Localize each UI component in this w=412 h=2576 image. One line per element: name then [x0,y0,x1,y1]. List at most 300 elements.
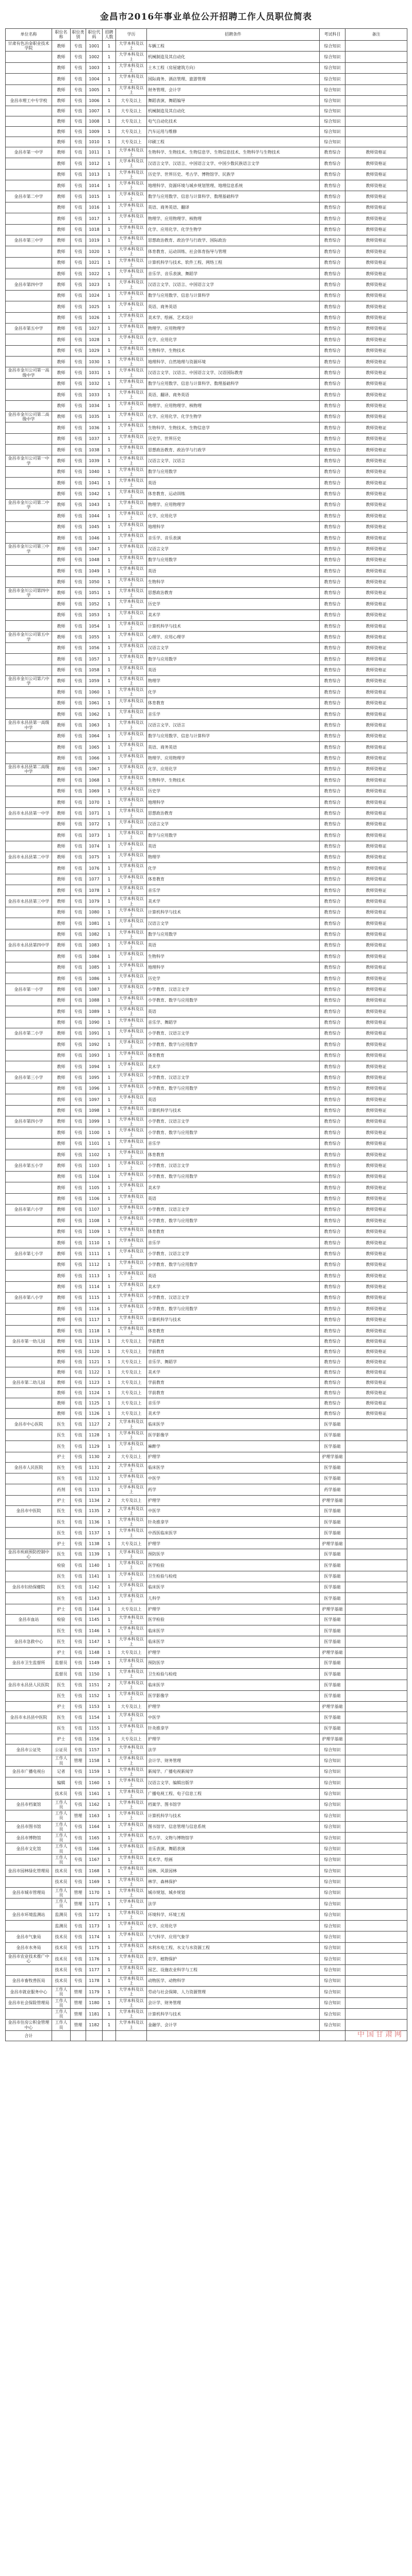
cell-post: 教师 [52,687,71,698]
cell-post: 记者 [52,1766,71,1777]
cell-note: 教师资格证 [345,1292,407,1303]
cell-type: 专技 [71,1441,86,1452]
cell-edu: 大学本科及以上 [116,1149,147,1160]
cell-note [345,1549,407,1560]
cell-major: 化学、应用化学 [147,1921,320,1931]
cell-major: 汉语言文学、汉语言、中国语言文学 [147,279,320,290]
table-row [6,1378,407,1388]
cell-code: 1070 [86,797,103,808]
cell-note [345,116,407,126]
cell-note [345,95,407,106]
cell-count: 1 [103,973,116,984]
cell-note [345,1538,407,1549]
cell-type: 专技 [71,1160,86,1171]
cell-post: 教师 [52,1270,71,1281]
cell-code: 1090 [86,1017,103,1028]
cell-code: 1038 [86,445,103,455]
cell-note: 教师资格证 [345,1116,407,1127]
cell-edu: 大学本科及以上 [116,323,147,334]
cell-exam: 综合知识 [320,74,345,84]
cell-unit: 金昌市第五中学 [6,323,52,334]
cell-major: 中医学 [147,1505,320,1516]
cell-type: 专技 [71,1680,86,1690]
cell-count: 1 [103,599,116,609]
cell-edu: 大学本科及以上 [116,1636,147,1647]
table-row [6,1160,407,1171]
cell-note: 教师资格证 [345,566,407,577]
cell-exam: 教育综合 [320,687,345,698]
cell-exam: 教育综合 [320,1270,345,1281]
table-row [6,1248,407,1259]
cell-major: 化学、应用化学 [147,334,320,345]
cell-code: 1159 [86,1766,103,1777]
cell-count: 1 [103,731,116,741]
cell-post: 教师 [52,621,71,632]
cell-note: 教师资格证 [345,984,407,995]
cell-code: 1058 [86,665,103,675]
cell-edu: 大学本科及以上 [116,1549,147,1560]
table-row [6,1357,407,1367]
cell-post: 技术员 [52,1866,71,1876]
table-row [6,1171,407,1182]
cell-major: 国际商务、酒店管理、旅游管理 [147,74,320,84]
cell-type: 专技 [71,830,86,841]
table-row [6,1484,407,1495]
cell-unit: 金昌市人民医院 [6,1462,52,1473]
cell-edu: 大学本科及以上 [116,1017,147,1028]
cell-post: 护士 [52,1452,71,1462]
cell-type: 专技 [71,1744,86,1755]
cell-type: 专技 [71,1647,86,1657]
cell-exam: 教育综合 [320,609,345,620]
table-row [6,830,407,841]
cell-count: 1 [103,896,116,907]
cell-code: 1150 [86,1669,103,1680]
cell-exam: 教育综合 [320,929,345,940]
cell-count: 1 [103,1336,116,1347]
cell-type: 专技 [71,488,86,499]
cell-unit [6,1347,52,1357]
cell-count: 1 [103,1441,116,1452]
cell-code: 1103 [86,1160,103,1171]
cell-type: 专技 [71,1149,86,1160]
cell-count: 1 [103,389,116,400]
cell-unit [6,885,52,896]
cell-type: 专技 [71,1909,86,1920]
cell-unit [6,1061,52,1072]
cell-note: 教师资格证 [345,587,407,598]
cell-exam: 护理学基础 [320,1734,345,1744]
cell-type: 专技 [71,147,86,158]
cell-unit [6,1314,52,1325]
cell-edu: 大专及以上 [116,1702,147,1712]
cell-code: 1006 [86,95,103,106]
cell-exam: 教育综合 [320,213,345,224]
cell-edu: 大学本科及以上 [116,445,147,455]
cell-unit [6,62,52,73]
cell-type: 专技 [71,533,86,544]
cell-exam: 教育综合 [320,863,345,874]
table-row [6,1473,407,1484]
table-row [6,1723,407,1734]
cell-edu: 大学本科及以上 [116,995,147,1006]
cell-type: 专技 [71,1593,86,1604]
cell-edu: 大学本科及以上 [116,1723,147,1734]
cell-code: 1160 [86,1777,103,1788]
table-row [6,1744,407,1755]
cell-edu: 大学本科及以上 [116,830,147,841]
cell-post: 教师 [52,587,71,598]
cell-type: 专技 [71,742,86,753]
table-row [6,1028,407,1039]
cell-count: 1 [103,566,116,577]
cell-exam: 医学基础 [320,1712,345,1723]
cell-note: 教师资格证 [345,609,407,620]
cell-code: 1013 [86,169,103,180]
cell-edu: 大学本科及以上 [116,422,147,433]
cell-count: 1 [103,587,116,598]
cell-count: 1 [103,1028,116,1039]
cell-exam: 医学基础 [320,1723,345,1734]
cell-unit [6,257,52,268]
cell-note [345,1810,407,1821]
cell-edu: 大学本科及以上 [116,896,147,907]
cell-count: 1 [103,675,116,686]
table-row [6,654,407,665]
cell-post: 教师 [52,962,71,973]
cell-edu: 大学本科及以上 [116,566,147,577]
cell-code: 1101 [86,1138,103,1149]
cell-note: 教师资格证 [345,511,407,521]
table-row [6,1964,407,1975]
cell-count: 1 [103,1942,116,1953]
cell-note [345,1484,407,1495]
cell-unit [6,1006,52,1017]
table-row [6,577,407,587]
cell-type: 专技 [71,764,86,774]
cell-post: 教师 [52,224,71,235]
cell-post: 教师 [52,698,71,708]
header-conditions: 招聘条件 [147,29,320,41]
cell-count: 2 [103,1495,116,1505]
cell-count: 1 [103,367,116,378]
cell-note: 教师资格证 [345,1367,407,1378]
cell-code: 1147 [86,1636,103,1647]
cell-code: 1166 [86,1843,103,1854]
cell-edu: 大学本科及以上 [116,202,147,213]
cell-count: 1 [103,918,116,929]
cell-post: 教师 [52,334,71,345]
cell-edu: 大学本科及以上 [116,312,147,323]
cell-count: 1 [103,1712,116,1723]
cell-code: 1012 [86,158,103,169]
cell-post: 教师 [52,411,71,422]
cell-code: 1168 [86,1866,103,1876]
cell-code: 1145 [86,1614,103,1625]
cell-post: 教师 [52,213,71,224]
cell-unit [6,169,52,180]
cell-type: 专技 [71,1702,86,1712]
cell-major: 思想政治教育 [147,587,320,598]
cell-exam: 教育综合 [320,334,345,345]
cell-major: 小学教育、数学与应用数学 [147,1303,320,1314]
cell-unit [6,1777,52,1788]
cell-unit [6,1193,52,1204]
cell-exam: 综合知识 [320,1964,345,1975]
cell-type: 管理 [71,1887,86,1898]
cell-note: 教师资格证 [345,488,407,499]
cell-exam: 教育综合 [320,665,345,675]
page-title: 金昌市2016年事业单位公开招聘工作人员职位简表 [100,12,312,22]
cell-post: 医生 [52,1690,71,1701]
cell-edu: 大学本科及以上 [116,1303,147,1314]
cell-edu: 大学本科及以上 [116,455,147,466]
cell-edu: 大学本科及以上 [116,709,147,720]
cell-count: 1 [103,533,116,544]
cell-type: 专技 [71,1083,86,1094]
table-row [6,478,407,488]
cell-major: 小学教育、汉语言文学 [147,1072,320,1083]
cell-major: 美术学 [147,1409,320,1419]
cell-post: 技术员 [52,1788,71,1799]
cell-post: 教师 [52,312,71,323]
cell-post: 教师 [52,642,71,653]
cell-note: 教师资格证 [345,698,407,708]
cell-note: 教师资格证 [345,1061,407,1072]
cell-unit [6,52,52,62]
cell-note: 教师资格证 [345,709,407,720]
table-row [6,357,407,367]
cell-count: 1 [103,609,116,620]
cell-note [345,84,407,95]
cell-count: 1 [103,511,116,521]
cell-unit [6,1182,52,1193]
cell-major: 护理学 [147,1538,320,1549]
cell-count: 1 [103,1149,116,1160]
cell-unit [6,1964,52,1975]
cell-post: 教师 [52,654,71,665]
cell-note: 教师资格证 [345,907,407,918]
cell-unit [6,995,52,1006]
cell-major: 学前教育 [147,1388,320,1398]
cell-note: 教师资格证 [345,841,407,852]
cell-edu: 大学本科及以上 [116,1755,147,1766]
cell-exam: 教育综合 [320,323,345,334]
cell-major: 心理学、应用心理学 [147,632,320,642]
cell-count: 1 [103,1690,116,1701]
cell-type: 专技 [71,874,86,885]
cell-exam: 教育综合 [320,1292,345,1303]
cell-type: 专技 [71,202,86,213]
cell-exam: 综合知识 [320,1843,345,1854]
table-row [6,1193,407,1204]
cell-count: 1 [103,951,116,962]
cell-post: 教师 [52,1292,71,1303]
cell-edu: 大学本科及以上 [116,1505,147,1516]
cell-exam: 教育综合 [320,830,345,841]
cell-post: 护士 [52,1734,71,1744]
cell-note: 教师资格证 [345,1094,407,1105]
cell-edu: 大学本科及以上 [116,984,147,995]
cell-count: 1 [103,819,116,829]
cell-exam: 教育综合 [320,709,345,720]
cell-code: 1052 [86,599,103,609]
cell-note [345,1593,407,1604]
table-row [6,1204,407,1215]
cell-type: 专技 [71,1452,86,1462]
cell-type: 专技 [71,786,86,796]
cell-unit [6,74,52,84]
cell-unit [6,1367,52,1378]
cell-exam: 教育综合 [320,268,345,279]
cell-unit [6,566,52,577]
cell-edu: 大学本科及以上 [116,654,147,665]
cell-major: 小学教育、数学与应用数学 [147,1171,320,1182]
cell-code: 1034 [86,400,103,411]
cell-edu: 大学本科及以上 [116,1899,147,1909]
cell-post: 工作人员 [52,1799,71,1810]
cell-code: 1023 [86,279,103,290]
cell-unit [6,1473,52,1484]
cell-exam: 教育综合 [320,984,345,995]
cell-count: 1 [103,1657,116,1668]
cell-exam: 综合知识 [320,84,345,95]
cell-post: 教师 [52,984,71,995]
cell-type: 专技 [71,389,86,400]
cell-exam: 教育综合 [320,455,345,466]
cell-code: 1069 [86,786,103,796]
cell-count: 1 [103,654,116,665]
cell-major: 数学与应用数学、信息与计算科学 [147,731,320,741]
cell-unit [6,180,52,191]
cell-type: 专技 [71,1528,86,1538]
cell-code: 1157 [86,1744,103,1755]
cell-unit [6,841,52,852]
cell-major: 广播电视工程、电子信息工程 [147,1788,320,1799]
cell-edu: 大学本科及以上 [116,1204,147,1215]
cell-edu: 大学本科及以上 [116,1182,147,1193]
cell-edu: 大学本科及以上 [116,466,147,477]
cell-unit [6,1625,52,1636]
cell-edu: 大学本科及以上 [116,1238,147,1248]
cell-edu: 大专及以上 [116,1388,147,1398]
table-row [6,488,407,499]
cell-post: 检验 [52,1560,71,1571]
cell-type: 专技 [71,1430,86,1440]
cell-count: 1 [103,1326,116,1336]
cell-type: 专技 [71,753,86,764]
cell-edu: 大学本科及以上 [116,907,147,918]
cell-exam: 综合知识 [320,1909,345,1920]
cell-major: 汉语言文学、汉语言、中国语言文学、中国少数民族语言文学 [147,158,320,169]
cell-post: 教师 [52,874,71,885]
table-row [6,62,407,73]
cell-note: 教师资格证 [345,323,407,334]
cell-edu: 大学本科及以上 [116,1954,147,1964]
cell-post: 教师 [52,709,71,720]
cell-note [345,1625,407,1636]
table-row [6,466,407,477]
cell-exam: 教育综合 [320,1006,345,1017]
table-row [6,1517,407,1528]
cell-count: 1 [103,1378,116,1388]
cell-edu: 大学本科及以上 [116,1744,147,1755]
cell-edu: 大学本科及以上 [116,1116,147,1127]
cell-edu: 大学本科及以上 [116,1270,147,1281]
cell-count: 1 [103,1593,116,1604]
cell-major: 小学教育、数学与应用数学 [147,1259,320,1270]
cell-exam: 教育综合 [320,1378,345,1388]
cell-type: 专技 [71,731,86,741]
cell-note: 教师资格证 [345,775,407,786]
cell-edu: 大学本科及以上 [116,852,147,862]
cell-count: 1 [103,1226,116,1237]
cell-edu: 大学本科及以上 [116,1669,147,1680]
cell-code: 1107 [86,1204,103,1215]
cell-count: 1 [103,1127,116,1138]
cell-type: 专技 [71,1560,86,1571]
cell-type: 专技 [71,1843,86,1854]
cell-code: 1139 [86,1549,103,1560]
cell-count: 2 [103,1462,116,1473]
cell-code: 1075 [86,852,103,862]
cell-unit: 金昌市第一幼儿园 [6,1336,52,1347]
cell-note: 教师资格证 [345,1193,407,1204]
cell-exam: 综合知识 [320,116,345,126]
cell-major: 音乐学 [147,885,320,896]
cell-count: 1 [103,126,116,137]
cell-major: 护理学 [147,1734,320,1744]
cell-type: 专技 [71,235,86,246]
cell-edu: 大学本科及以上 [116,290,147,301]
table-row [6,1105,407,1116]
cell-note: 教师资格证 [345,720,407,731]
cell-type: 管理 [71,2009,86,2020]
cell-exam: 教育综合 [320,1215,345,1226]
cell-code: 1114 [86,1281,103,1292]
cell-major: 美术学 [147,896,320,907]
table-row [6,400,407,411]
cell-type: 专技 [71,797,86,808]
cell-code: 1051 [86,587,103,598]
cell-major: 物理学、应用物理学 [147,753,320,764]
cell-exam: 教育综合 [320,1281,345,1292]
cell-note: 教师资格证 [345,1336,407,1347]
cell-unit [6,654,52,665]
cell-major: 小学教育、数学与应用数学 [147,995,320,1006]
table-row [6,1777,407,1788]
table-row [6,246,407,257]
cell-type: 专技 [71,137,86,147]
cell-major: 体育教育、运动训练 [147,488,320,499]
cell-code: 1104 [86,1171,103,1182]
cell-unit [6,1876,52,1887]
cell-type: 专技 [71,577,86,587]
cell-edu: 大学本科及以上 [116,74,147,84]
cell-exam: 综合知识 [320,1887,345,1898]
cell-unit [6,1039,52,1050]
cell-unit: 金昌市第八小学 [6,1292,52,1303]
cell-unit: 金昌市血站 [6,1614,52,1625]
cell-count: 1 [103,1571,116,1582]
cell-post: 教师 [52,808,71,819]
cell-unit: 金昌市住房公积金管理中心 [6,2020,52,2030]
cell-major: 地理科学、资源环境与城乡规划管理、地理信息系统 [147,180,320,191]
cell-code: 1053 [86,609,103,620]
cell-type: 专技 [71,1538,86,1549]
cell-code: 1071 [86,808,103,819]
cell-type: 专技 [71,279,86,290]
